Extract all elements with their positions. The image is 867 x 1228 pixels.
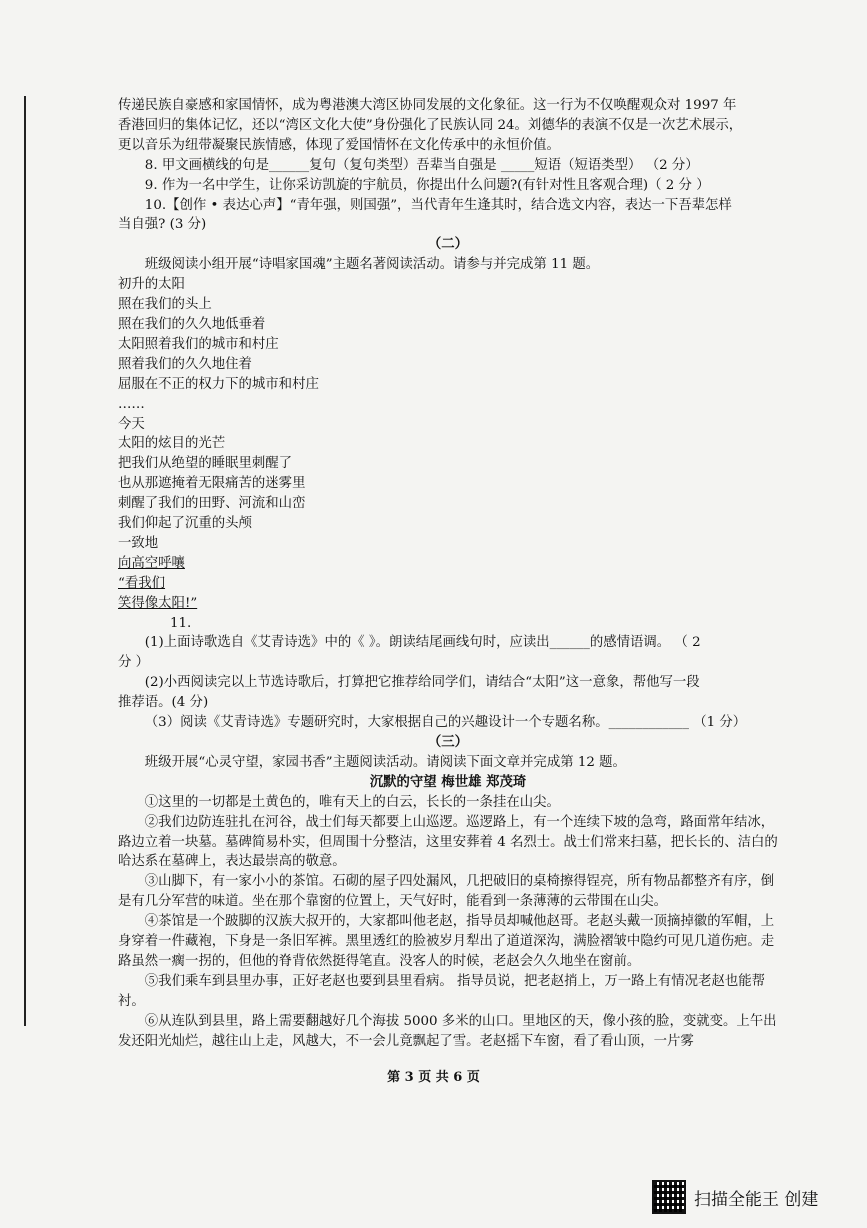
poem-line: 今天 [118, 416, 145, 432]
poem-line: 初升的太阳 [118, 277, 185, 293]
question-9: 9. 作为一名中学生，让你采访凯旋的宇航员，你提出什么问题?(有针对性且客观合理)（ 2 分 ） [144, 177, 710, 193]
page-content [118, 96, 778, 1052]
question-11-3: （3）阅读《艾青诗选》专题研究时，大家根据自己的兴趣设计一个专题名称。____________ （1 分） [144, 715, 747, 731]
section-2-intro: 班级阅读小组开展“诗唱家国魂”主题名著阅读活动。请参与并完成第 11 题。 [144, 257, 600, 273]
text-line: 更以音乐为纽带凝聚民族情感，体现了爱国情怀在文化传承中的永恒价值。 [118, 137, 560, 153]
poem-line: 屈服在不正的权力下的城市和村庄 [118, 376, 319, 392]
article-paragraph: ⑥从连队到县里，路上需要翻越好几个海拔 5000 多米的山口。里地区的天，像小孩的脸，变就变。上午出发还阳光灿烂，越往山上走，风越大，不一会儿竟飘起了雪。老赵摇下车窗，看了看山顶，一片雾 [118, 1013, 777, 1049]
question-11-1-cont: 分 ） [118, 655, 150, 671]
text-line: 传递民族自豪感和家国情怀，成为粤港澳大湾区协同发展的文化象征。这一行为不仅唤醒观众对 1997 年 [118, 98, 737, 113]
poem-line: 把我们从绝望的睡眠里刺醒了 [118, 456, 293, 472]
section-heading-3: （三） [427, 734, 469, 750]
poem-line: 照在我们的久久地低垂着 [118, 316, 266, 332]
article-paragraph: ②我们边防连驻扎在河谷，战士们每天都要上山巡逻。巡逻路上，有一个连续下坡的急弯，路面常年结冰，路边立着一块墓。墓碑简易朴实，但周围十分整洁，这里安葬着 4 名烈士。战士们常来扫墓，把长长的、洁白的哈达系在墓碑上，表达最崇高的敬意。 [118, 814, 778, 870]
binding-margin-line [24, 96, 26, 1026]
question-11-2: (2)小西阅读完以上节选诗歌后，打算把它推荐给同学们，请结合“太阳”这一意象，帮他写一段 [144, 675, 700, 691]
article-paragraph: ①这里的一切都是土黄色的，唯有天上的白云，长长的一条挂在山尖。 [144, 794, 560, 810]
scanner-label: 扫描全能王 创建 [694, 1189, 819, 1210]
question-11-1: (1)上面诗歌选自《艾青诗选》中的《 》。朗读结尾画线句时，应读出______的感情语调。 （ 2 [144, 635, 701, 651]
poem-line: 太阳照着我们的城市和村庄 [118, 336, 279, 352]
poem-line-underlined: 笑得像太阳!” [118, 595, 198, 611]
question-11-2-cont: 推荐语。(4 分) [118, 695, 209, 711]
question-11: 11. [170, 615, 192, 631]
page-number: 第 3 页 共 6 页 [387, 1070, 480, 1085]
poem-line: 一致地 [118, 535, 159, 551]
scanner-watermark [652, 1180, 818, 1214]
poem-line-underlined: 向高空呼嚷 [118, 555, 185, 571]
poem-line: 照在我们的头上 [118, 297, 212, 313]
poem-line: 太阳的炫目的光芒 [118, 436, 226, 452]
poem-line: 也从那遮掩着无限痛苦的迷雾里 [118, 476, 306, 492]
poem-line: …… [118, 396, 145, 412]
article-paragraph: ⑤我们乘车到县里办事，正好老赵也要到县里看病。 指导员说，把老赵捎上，万一路上有情况老赵也能帮衬。 [118, 973, 766, 1009]
section-heading-2: （二） [427, 236, 469, 253]
section-3-intro: 班级开展“心灵守望，家园书香”主题阅读活动。请阅读下面文章并完成第 12 题。 [144, 754, 626, 770]
text-line: 香港回归的集体记忆，还以“湾区文化大使”身份强化了民族认同 24。刘德华的表演不仅是一次艺术展示， [118, 117, 743, 133]
article-paragraph: ③山脚下，有一家小小的茶馆。石砌的屋子四处漏风，几把破旧的桌椅擦得锃亮，所有物品都整齐有序，倒是有几分军营的味道。坐在那个靠窗的位置上，天气好时，能看到一条薄薄的云带围在山尖。 [118, 874, 775, 910]
poem-excerpt [118, 275, 778, 613]
question-10-cont: 当自强? (3 分) [118, 217, 207, 233]
qr-code-icon [652, 1180, 686, 1214]
poem-line-underlined: “看我们 [118, 575, 166, 591]
poem-line: 刺醒了我们的田野、河流和山峦 [118, 496, 306, 512]
poem-line: 我们仰起了沉重的头颅 [118, 516, 252, 532]
article-paragraph: ④茶馆是一个跛脚的汉族大叔开的，大家都叫他老赵，指导员却喊他赵哥。老赵头戴一顶摘掉徽的军帽，上身穿着一件藏袍，下身是一条旧军裤。黑里透红的脸被岁月犁出了道道深沟，满脸褶皱中隐约可见几道伤疤。走路虽然一瘸一拐的，但他的脊背依然挺得笔直。没客人的时候，老赵会久久地坐在窗前。 [118, 914, 775, 969]
article-title: 沉默的守望 梅世雄 郑茂琦 [369, 773, 527, 790]
question-10: 10.【创作 • 表达心声】“青年强，则国强”，当代青年生逢其时，结合选文内容，表达一下吾辈怎样 [144, 197, 732, 213]
question-8: 8. 甲文画横线的句是______复句（复句类型）吾辈当自强是 _____短语（短语类型） （2 分） [144, 157, 699, 173]
poem-line: 照着我们的久久地住着 [118, 356, 252, 372]
